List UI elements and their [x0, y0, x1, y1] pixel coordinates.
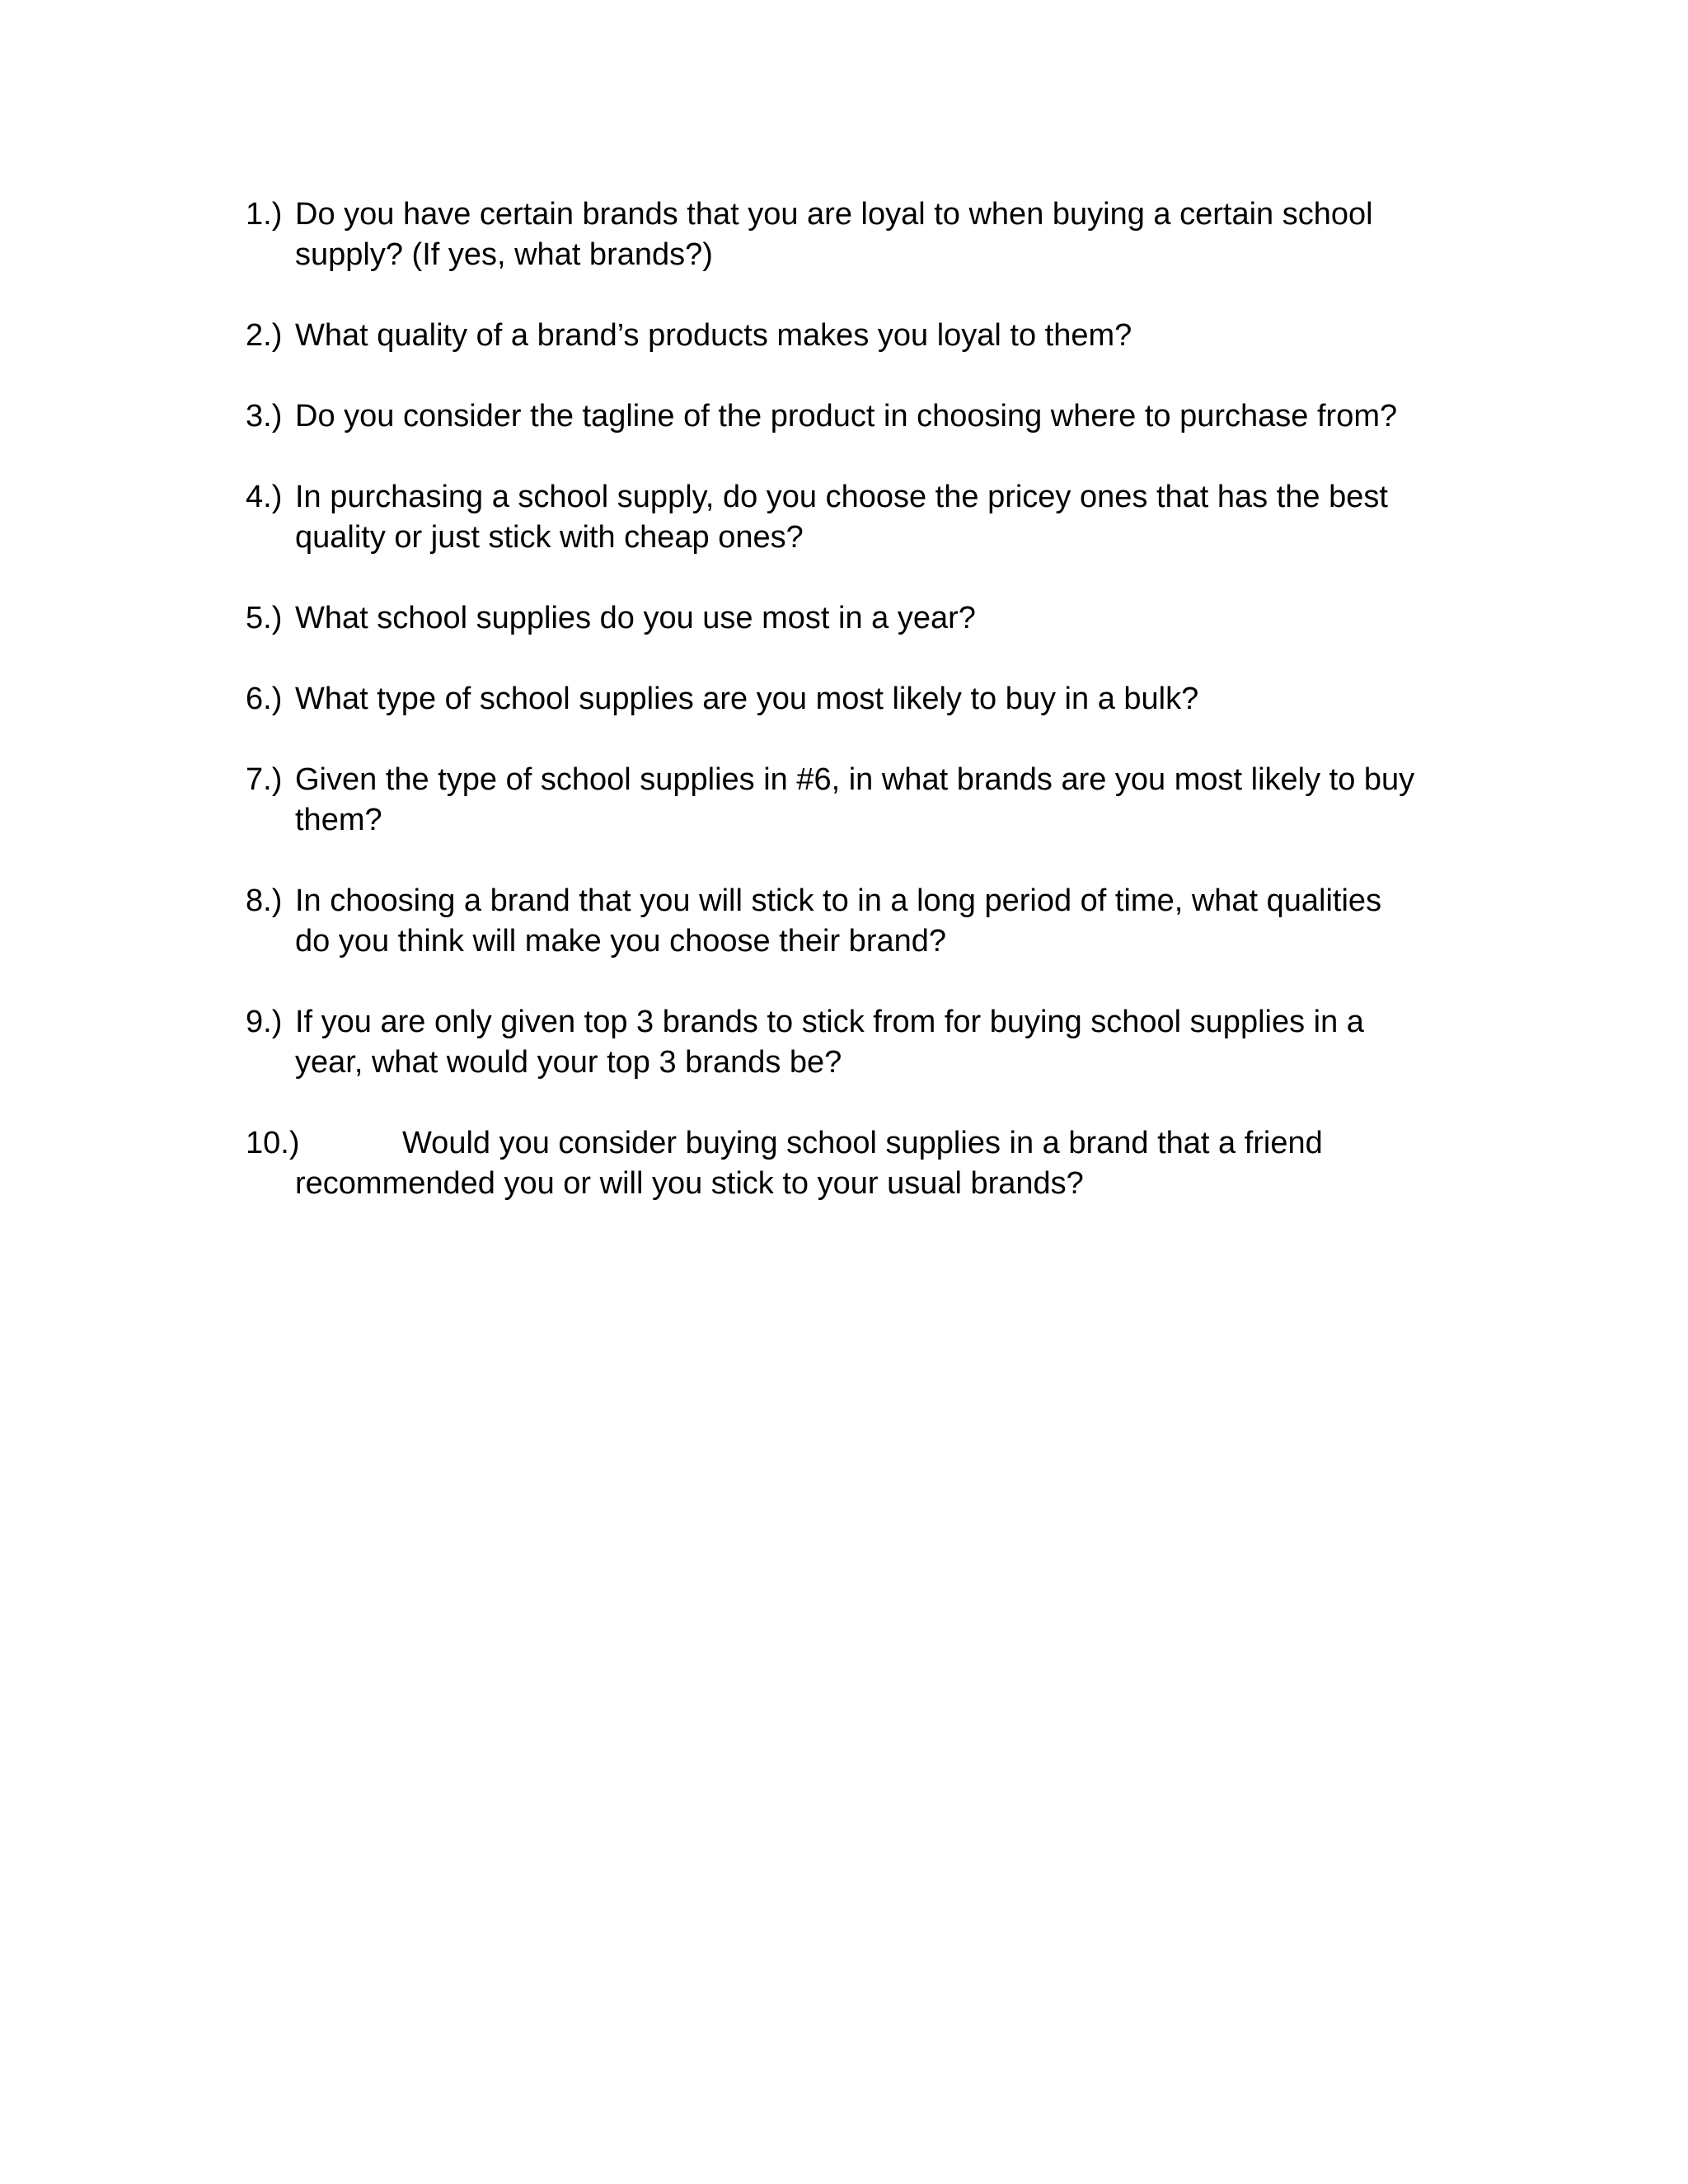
- question-item: [246, 477, 1498, 558]
- question-number: 4.): [246, 480, 283, 514]
- question-text-line: do you think will make you choose their brand?: [295, 924, 947, 958]
- question-text-line: Do you have certain brands that you are loyal to when buying a certain school: [295, 197, 1373, 232]
- question-item: [246, 598, 1498, 639]
- question-text-line: them?: [295, 803, 382, 837]
- question-number: 5.): [246, 601, 283, 635]
- question-item: [246, 316, 1498, 356]
- question-number: 9.): [246, 1005, 283, 1039]
- question-text-line: In purchasing a school supply, do you choose the pricey ones that has the best: [295, 480, 1388, 514]
- question-number: 10.): [246, 1126, 300, 1160]
- question-text-line: If you are only given top 3 brands to stick from for buying school supplies in a: [295, 1005, 1364, 1039]
- question-number: 2.): [246, 318, 283, 353]
- question-item: [246, 881, 1498, 962]
- question-text-line: In choosing a brand that you will stick to in a long period of time, what qualities: [295, 883, 1382, 918]
- question-text-line: Would you consider buying school supplies in a brand that a friend: [402, 1126, 1323, 1160]
- question-text-line: What quality of a brand’s products makes you loyal to them?: [295, 318, 1132, 353]
- question-item: [246, 679, 1498, 719]
- question-text-line: recommended you or will you stick to your usual brands?: [295, 1166, 1084, 1201]
- question-text-line: What type of school supplies are you most likely to buy in a bulk?: [295, 682, 1199, 716]
- question-item: [246, 1123, 1498, 1204]
- question-text-line: What school supplies do you use most in a year?: [295, 601, 976, 635]
- question-text-line: supply? (If yes, what brands?): [295, 237, 713, 272]
- question-item: [246, 396, 1498, 437]
- question-text-line: quality or just stick with cheap ones?: [295, 520, 804, 555]
- question-number: 7.): [246, 762, 283, 797]
- question-item: [246, 1002, 1498, 1083]
- question-number: 1.): [246, 197, 283, 232]
- question-text-line: Do you consider the tagline of the product in choosing where to purchase from?: [295, 399, 1398, 434]
- question-number: 8.): [246, 883, 283, 918]
- question-text-line: year, what would your top 3 brands be?: [295, 1045, 842, 1080]
- question-text-line: Given the type of school supplies in #6, in what brands are you most likely to buy: [295, 762, 1415, 797]
- question-number: 3.): [246, 399, 283, 434]
- question-number: 6.): [246, 682, 283, 716]
- question-item: [246, 760, 1498, 841]
- question-item: [246, 194, 1498, 275]
- question-list: [246, 194, 1498, 1244]
